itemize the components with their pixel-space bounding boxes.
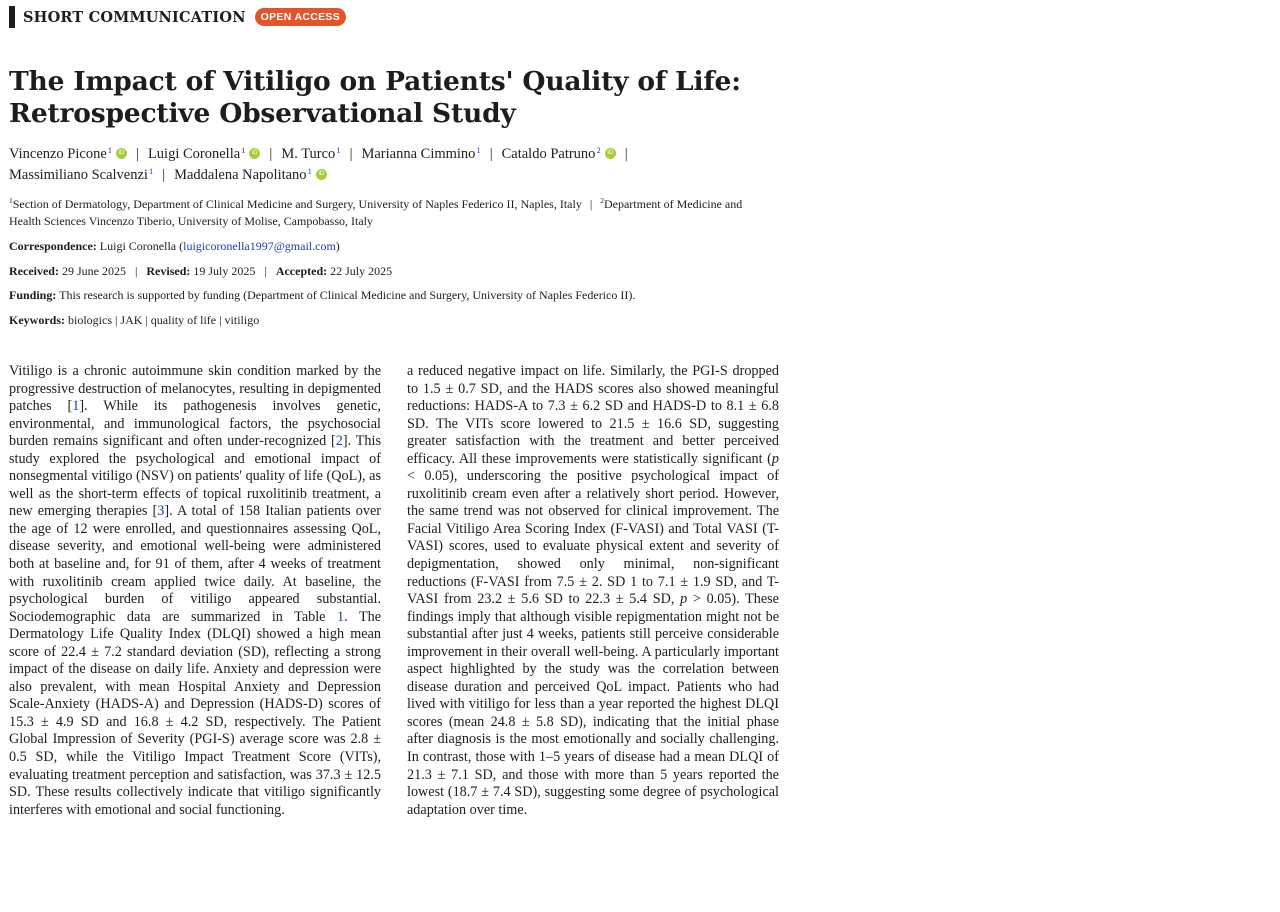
body-text: a reduced negative impact on life. Similarly, the PGI-S dropped to 1.5 ± 0.7 SD, and the HADS scores also showed meaningful reductions: HADS-A to 7.3 ± 6.2 SD and HADS-D to 8.1 ± 6.8 SD. The VITs score lowered to 21.5 ± 16.6 SD, suggesting greater satisfaction with the treatment and better perceived efficacy. All these improvements were statistically significant (: [407, 363, 779, 467]
title-line-2: Retrospective Observational Study: [9, 98, 516, 129]
author-affiliation-marker[interactable]: 1: [476, 145, 481, 155]
keywords: [9, 313, 259, 328]
author-name-text: Luigi Coronella: [147, 146, 241, 162]
accepted-label: Accepted:: [275, 264, 328, 278]
article-title: [9, 66, 769, 130]
body-text: ]. A total of 158 Italian patients over the age of 12 were enrolled, and questionnaires assessing QoL, disease severity, and emotional well-being were administered both at baseline and, for 91 of them, after 4 weeks of treatment with ruxolitinib cream applied twice daily. At baseline, the psychological burden of vitiligo appeared substantial. Sociodemographic data are summarized in Table: [9, 503, 382, 625]
body-paragraph: [9, 363, 381, 819]
funding-text: This research is supported by funding (Department of Clinical Medicine and Surgery, University of Naples Federico II).: [59, 288, 636, 302]
header-accent-bar: [9, 6, 15, 28]
body-column-right: [407, 363, 779, 818]
date-separator: |: [264, 264, 267, 278]
keywords-label: Keywords:: [9, 313, 65, 327]
correspondence-name: Luigi Coronella: [99, 239, 177, 253]
correspondence: Correspondence: Luigi Coronella (luigicoronella1997@gmail.com): [9, 239, 340, 253]
author-affiliation-marker[interactable]: 1: [241, 145, 246, 155]
author-affiliation-marker[interactable]: 2: [596, 145, 601, 155]
author-name-text: M. Turco: [281, 146, 336, 162]
author-name-text: Cataldo Patruno: [501, 146, 596, 162]
author-name-text: Vincenzo Picone: [9, 146, 107, 162]
revised-label: Revised:: [146, 264, 191, 278]
received-date: 29 June 2025: [61, 264, 126, 278]
funding: [9, 288, 635, 303]
keywords-text: biologics | JAK | quality of life | vitiligo: [68, 313, 260, 327]
article-dates: [9, 264, 392, 279]
received-label: Received:: [9, 264, 59, 278]
body-text: . The Dermatology Life Quality Index (DLQI) showed a high mean score of 22.4 ± 7.2 standard deviation (SD), reflecting a strong impact of the disease on daily life. Anxiety and depression were also prevalent, with mean Hospital Anxiety and Depression Scale-Anxiety (HADS-A) and Depression (HADS-D) scores of 15.3 ± 4.9 SD and 16.8 ± 4.2 SD, respectively. The Patient Global Impression of Severity (PGI-S) average score was 2.8 ± 0.5 SD, while the Vitiligo Impact Treatment Score (VITs), evaluating treatment perception and satisfaction, was 37.3 ± 12.5 SD. These results collectively indicate that vitiligo significantly interferes with emotional and social functioning.: [9, 608, 381, 818]
author-separator: |: [269, 146, 273, 162]
citation-link[interactable]: 3: [157, 503, 165, 520]
body-text: > 0.05). These findings imply that although visible repigmentation might not be substantial after just 4 weeks, patients still perceive considerable improvement in their overall well-being. A particularly important aspect highlighted by the study was the correlation between disease duration and perceived QoL impact. Patients who had lived with vitiligo for less than a year reported the highest DLQI scores (mean 24.8 ± 5.8 SD), indicating that the initial phase after diagnosis is the most emotionally and socially challenging. In contrast, those with 1–5 years of disease had a mean DLQI of 21.3 ± 7.1 SD, and those with more than 5 years reported the lowest (18.7 ± 7.4 SD), suggesting some degree of psychological adaptation over time.: [407, 591, 779, 818]
author-separator: |: [489, 146, 493, 162]
citation-link[interactable]: 2: [335, 433, 343, 450]
italic-text: p: [680, 591, 688, 608]
author-affiliation-marker[interactable]: 1: [307, 166, 312, 176]
author-name-text: Marianna Cimmino: [361, 146, 476, 162]
open-access-badge[interactable]: OPEN ACCESS: [255, 8, 346, 26]
date-separator: |: [134, 264, 138, 278]
author-name-text: Massimiliano Scalvenzi: [9, 167, 148, 183]
author-name: [281, 146, 340, 162]
body-text: < 0.05), underscoring the positive psychological impact of ruxolitinib cream even after a relatively short period. However, the same trend was not observed for clinical improvement. The Facial Vitiligo Area Scoring Index (F-VASI) and Total VASI (T-VASI) scores, used to evaluate physical extent and severity of depigmentation, showed only minimal, non-significant reductions (F-VASI from 7.5 ± 2. SD 1 to 7.1 ± 1.9 SD, and T-VASI from 23.2 ± 5.6 SD to 22.3 ± 5.4 SD,: [407, 468, 779, 608]
citation-link[interactable]: 1: [72, 398, 80, 415]
author-name: [361, 146, 480, 162]
body-text: ]. This study explored the psychological and emotional impact of nonsegmental vitiligo (NSV) on patients' quality of life (QoL), as well as the short-term effects of topical ruxolitinib treatment, a new emerging therapies [: [9, 433, 381, 520]
orcid-icon[interactable]: iD: [116, 148, 127, 159]
body-text: Vitiligo is a chronic autoimmune skin condition marked by the progressive destruction of melanocytes, resulting in depigmented patches [: [9, 363, 381, 415]
author-name: [9, 167, 153, 183]
author-name: [174, 167, 327, 183]
author-name: [502, 146, 616, 162]
article-type-header: [9, 6, 346, 28]
title-line-1: The Impact of Vitiligo on Patients' Quality of Life:: [9, 66, 741, 97]
orcid-icon[interactable]: iD: [249, 148, 260, 159]
correspondence-email-link[interactable]: luigicoronella1997@gmail.com: [183, 239, 336, 253]
affiliation-number: 1: [9, 196, 13, 205]
article-type-label: SHORT COMMUNICATION: [23, 8, 246, 26]
affiliation-1: Section of Dermatology, Department of Clinical Medicine and Surgery, University of Naples Federico II, Naples, Italy: [12, 197, 582, 211]
correspondence-label: Correspondence:: [9, 239, 97, 253]
author-list: [9, 142, 769, 184]
italic-text: p: [771, 450, 779, 467]
affiliations: [9, 193, 769, 229]
funding-label: Funding:: [9, 288, 57, 302]
body-column-left: [9, 363, 382, 818]
author-name: [148, 146, 260, 162]
affiliation-separator: |: [589, 197, 593, 211]
author-separator: |: [162, 167, 166, 183]
author-separator: |: [136, 146, 139, 162]
accepted-date: 22 July 2025: [330, 264, 393, 278]
body-paragraph: [407, 363, 779, 819]
author-affiliation-marker[interactable]: 1: [148, 166, 154, 176]
revised-date: 19 July 2025: [193, 264, 256, 278]
author-separator: |: [349, 146, 353, 162]
author-name: [9, 146, 127, 162]
author-affiliation-marker[interactable]: 1: [107, 145, 113, 155]
affiliation-number: 2: [600, 196, 604, 205]
affiliation-2: Department of Medicine and: [603, 197, 743, 211]
orcid-icon[interactable]: iD: [316, 169, 327, 180]
body-text: ]. While its pathogenesis involves genetic, environmental, and immunological factors, the psychosocial burden remains significant and often under-recognized [: [9, 398, 381, 450]
author-name-text: Maddalena Napolitano: [174, 167, 307, 183]
affiliation-2-cont: Health Sciences Vincenzo Tiberio, University of Molise, Campobasso, Italy: [9, 213, 374, 228]
orcid-icon[interactable]: iD: [605, 148, 616, 159]
citation-link[interactable]: 1: [337, 608, 345, 625]
author-separator: |: [624, 146, 628, 162]
author-affiliation-marker[interactable]: 1: [336, 145, 341, 155]
